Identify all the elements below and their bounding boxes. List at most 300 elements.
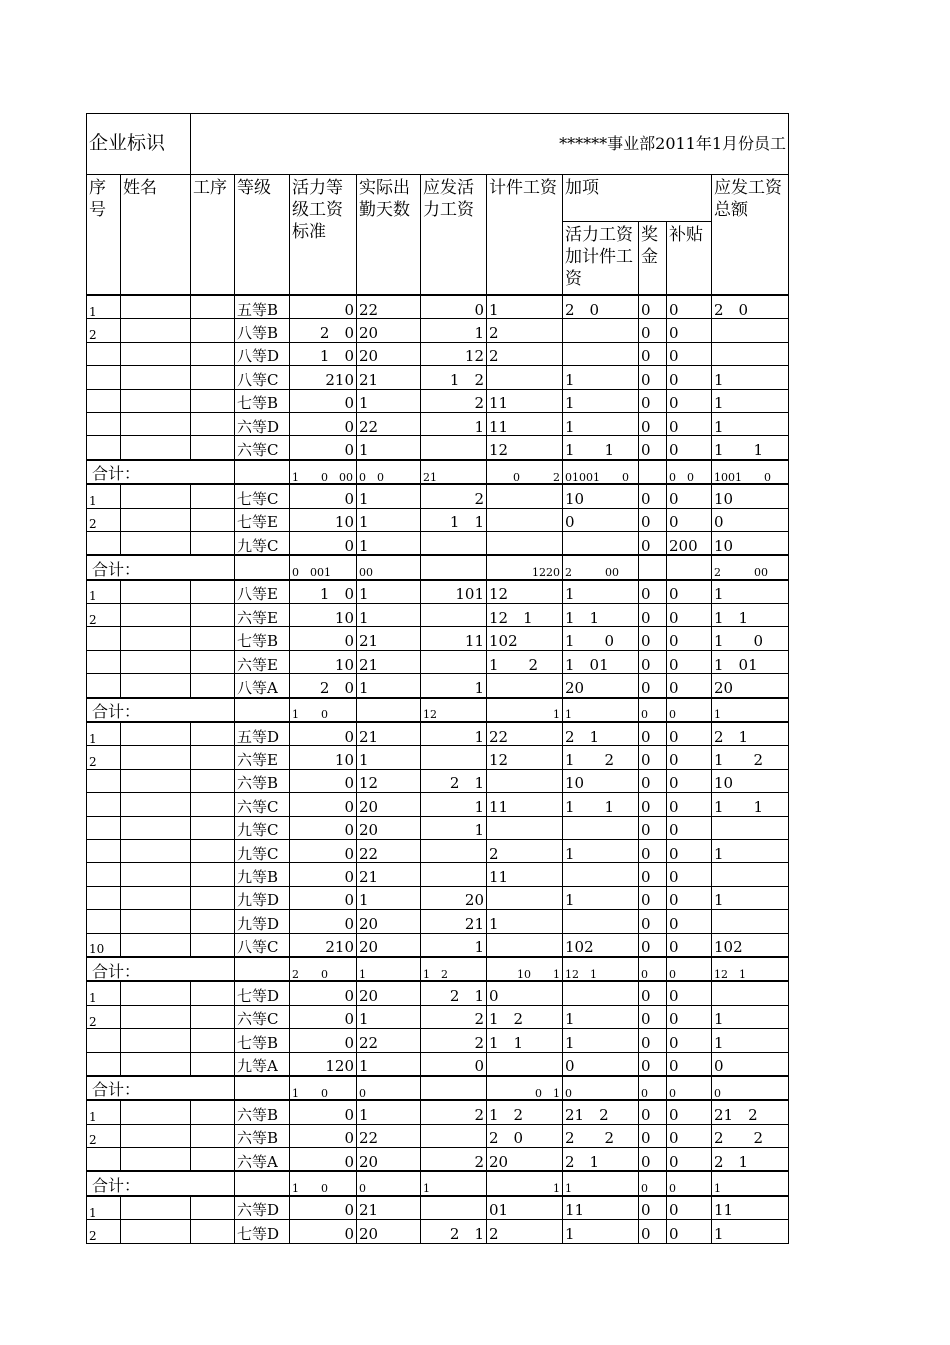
piece-pay-cell: 2: [487, 342, 563, 365]
name-cell: [121, 1100, 191, 1124]
subsidy-cell: 0: [667, 627, 712, 650]
grade-cell: 八等B: [235, 319, 290, 342]
subsidy-cell: 0: [667, 793, 712, 816]
table-row: [87, 580, 789, 604]
seq-cell: 10: [87, 933, 121, 957]
bonus-cell: 0: [639, 604, 667, 627]
name-cell: [121, 1148, 191, 1172]
grade-cell: 六等B: [235, 769, 290, 792]
gross-cell: 1: [712, 389, 789, 412]
seq-cell: [87, 863, 121, 886]
name-cell: [121, 580, 191, 604]
gross-cell: 2 00: [712, 555, 789, 579]
bonus-cell: 0: [639, 484, 667, 508]
grade-cell: 七等B: [235, 627, 290, 650]
process-cell: [191, 508, 235, 531]
name-cell: [121, 319, 191, 342]
days-cell: 0: [357, 1171, 421, 1195]
bonus-cell: 0: [639, 698, 667, 722]
process-cell: [191, 342, 235, 365]
days-cell: 0: [357, 1076, 421, 1100]
name-cell: [121, 389, 191, 412]
grade-cell: 七等D: [235, 1220, 290, 1243]
process-cell: [191, 886, 235, 909]
seq-cell: [87, 1029, 121, 1052]
name-cell: [121, 366, 191, 389]
standard-cell: 0: [290, 627, 357, 650]
process-cell: [191, 604, 235, 627]
piece-pay-cell: 12: [487, 436, 563, 460]
gross-cell: 12 1: [712, 957, 789, 981]
gross-cell: [712, 319, 789, 342]
vitality-pay-cell: 1: [421, 793, 487, 816]
subsidy-cell: 0: [667, 1005, 712, 1028]
piece-pay-cell: [487, 366, 563, 389]
name-cell: [121, 933, 191, 957]
gross-cell: 10: [712, 531, 789, 555]
grade-cell: 六等D: [235, 412, 290, 435]
name-cell: [121, 1124, 191, 1147]
bonus-cell: 0: [639, 722, 667, 746]
days-cell: 21: [357, 627, 421, 650]
gross-cell: 102: [712, 933, 789, 957]
process-cell: [191, 1029, 235, 1052]
bonus-cell: 0: [639, 886, 667, 909]
gross-cell: 1: [712, 1005, 789, 1028]
days-cell: 20: [357, 910, 421, 933]
name-cell: [121, 981, 191, 1005]
table-row: [87, 389, 789, 412]
grade-cell: 六等C: [235, 1005, 290, 1028]
days-cell: 22: [357, 839, 421, 862]
process-cell: [191, 933, 235, 957]
subsidy-cell: 0: [667, 816, 712, 839]
vitality-pay-cell: 2 1: [421, 981, 487, 1005]
gross-cell: 0: [712, 1052, 789, 1076]
subsidy-cell: 0: [667, 342, 712, 365]
subsidy-cell: 0: [667, 508, 712, 531]
bonus-cell: 0: [639, 1148, 667, 1172]
table-row: [87, 839, 789, 862]
gross-cell: 1: [712, 1029, 789, 1052]
gross-cell: [712, 981, 789, 1005]
piece-pay-cell: 1: [487, 910, 563, 933]
grade-cell: 九等D: [235, 886, 290, 909]
subsidy-cell: 0: [667, 1171, 712, 1195]
standard-cell: 120: [290, 1052, 357, 1076]
table-row: [87, 793, 789, 816]
grade-cell: 八等A: [235, 674, 290, 698]
grade-cell: 七等B: [235, 389, 290, 412]
days-cell: 1: [357, 1100, 421, 1124]
days-cell: 1: [357, 1005, 421, 1028]
standard-cell: 0: [290, 412, 357, 435]
gross-cell: 1 1: [712, 436, 789, 460]
plus-cell: 1 0: [563, 627, 639, 650]
plus-cell: [563, 863, 639, 886]
piece-pay-cell: 2: [487, 319, 563, 342]
subsidy-cell: 0: [667, 1076, 712, 1100]
gross-cell: 1: [712, 366, 789, 389]
subsidy-cell: 0: [667, 436, 712, 460]
header-add-group: 加项: [563, 175, 712, 222]
piece-pay-cell: 11: [487, 793, 563, 816]
process-cell: [191, 910, 235, 933]
vitality-pay-cell: 20: [421, 886, 487, 909]
table-row: [87, 1220, 789, 1243]
vitality-pay-cell: [421, 555, 487, 579]
days-cell: 00: [357, 555, 421, 579]
days-cell: 20: [357, 319, 421, 342]
seq-cell: 1: [87, 1196, 121, 1220]
process-cell: [191, 1220, 235, 1243]
plus-cell: 2 2: [563, 1124, 639, 1147]
days-cell: 20: [357, 1148, 421, 1172]
vitality-pay-cell: 1: [421, 1171, 487, 1195]
process-cell: [191, 436, 235, 460]
vitality-pay-cell: 1 2: [421, 366, 487, 389]
name-cell: [121, 910, 191, 933]
bonus-cell: 0: [639, 793, 667, 816]
standard-cell: 2 0: [290, 319, 357, 342]
table-row: [87, 1148, 789, 1172]
vitality-pay-cell: 12: [421, 342, 487, 365]
grade-cell: 五等D: [235, 722, 290, 746]
header-piece-pay: 计件工资: [487, 175, 563, 296]
bonus-cell: 0: [639, 981, 667, 1005]
standard-cell: 0: [290, 886, 357, 909]
piece-pay-cell: [487, 816, 563, 839]
days-cell: 20: [357, 793, 421, 816]
table-row: [87, 1100, 789, 1124]
vitality-pay-cell: 2: [421, 1148, 487, 1172]
bonus-cell: 0: [639, 839, 667, 862]
seq-cell: [87, 412, 121, 435]
standard-cell: 0: [290, 295, 357, 319]
grade-cell: [235, 460, 290, 484]
subtotal-label: 合计：: [87, 957, 235, 981]
grade-cell: 六等C: [235, 436, 290, 460]
gross-cell: 10: [712, 484, 789, 508]
standard-cell: 0: [290, 839, 357, 862]
name-cell: [121, 627, 191, 650]
piece-pay-cell: 20: [487, 1148, 563, 1172]
days-cell: 1: [357, 436, 421, 460]
bonus-cell: 0: [639, 674, 667, 698]
seq-cell: 2: [87, 508, 121, 531]
piece-pay-cell: 10 1: [487, 957, 563, 981]
seq-cell: [87, 531, 121, 555]
standard-cell: 1 0 00: [290, 460, 357, 484]
vitality-pay-cell: 2 1: [421, 769, 487, 792]
gross-cell: 0: [712, 508, 789, 531]
seq-cell: [87, 1148, 121, 1172]
table-row: [87, 863, 789, 886]
vitality-pay-cell: 101: [421, 580, 487, 604]
grade-cell: 八等D: [235, 342, 290, 365]
piece-pay-cell: 12 1: [487, 604, 563, 627]
process-cell: [191, 484, 235, 508]
standard-cell: 0 001: [290, 555, 357, 579]
piece-pay-cell: [487, 484, 563, 508]
seq-cell: 2: [87, 1124, 121, 1147]
vitality-pay-cell: [421, 863, 487, 886]
vitality-pay-cell: 1 2: [421, 957, 487, 981]
process-cell: [191, 1052, 235, 1076]
standard-cell: 0: [290, 981, 357, 1005]
subsidy-cell: 0: [667, 863, 712, 886]
gross-cell: 1 2: [712, 746, 789, 769]
standard-cell: 210: [290, 933, 357, 957]
bonus-cell: 0: [639, 531, 667, 555]
subsidy-cell: 0: [667, 604, 712, 627]
table-row: [87, 650, 789, 673]
table-row: [87, 319, 789, 342]
vitality-pay-cell: [421, 839, 487, 862]
table-row: [87, 1124, 789, 1147]
bonus-cell: 0: [639, 769, 667, 792]
gross-cell: 1 0: [712, 627, 789, 650]
plus-cell: 12 1: [563, 957, 639, 981]
process-cell: [191, 531, 235, 555]
gross-cell: 1: [712, 886, 789, 909]
seq-cell: [87, 627, 121, 650]
grade-cell: 六等B: [235, 1100, 290, 1124]
gross-cell: 2 0: [712, 295, 789, 319]
seq-cell: [87, 839, 121, 862]
grade-cell: 九等D: [235, 910, 290, 933]
standard-cell: 1 0: [290, 698, 357, 722]
subsidy-cell: 0: [667, 981, 712, 1005]
piece-pay-cell: [487, 769, 563, 792]
plus-cell: 01001 0: [563, 460, 639, 484]
seq-cell: 2: [87, 1005, 121, 1028]
plus-cell: 1: [563, 580, 639, 604]
bonus-cell: 0: [639, 627, 667, 650]
grade-cell: 六等A: [235, 1148, 290, 1172]
seq-cell: [87, 674, 121, 698]
days-cell: 21: [357, 722, 421, 746]
table-row: [87, 436, 789, 460]
standard-cell: 1 0: [290, 580, 357, 604]
standard-cell: 210: [290, 366, 357, 389]
grade-cell: 六等E: [235, 650, 290, 673]
header-process: 工序: [191, 175, 235, 296]
plus-cell: 2 1: [563, 722, 639, 746]
plus-cell: [563, 981, 639, 1005]
process-cell: [191, 1005, 235, 1028]
grade-cell: [235, 1076, 290, 1100]
gross-cell: 20: [712, 674, 789, 698]
grade-cell: 五等B: [235, 295, 290, 319]
days-cell: 22: [357, 412, 421, 435]
process-cell: [191, 1100, 235, 1124]
plus-cell: [563, 910, 639, 933]
vitality-pay-cell: 2: [421, 1005, 487, 1028]
gross-cell: 2 1: [712, 722, 789, 746]
bonus-cell: 0: [639, 1220, 667, 1243]
subsidy-cell: 0: [667, 746, 712, 769]
plus-cell: 1: [563, 839, 639, 862]
title-row: [87, 114, 789, 175]
seq-cell: [87, 436, 121, 460]
process-cell: [191, 580, 235, 604]
subsidy-cell: 200: [667, 531, 712, 555]
grade-cell: [235, 957, 290, 981]
subtotal-row: [87, 698, 789, 722]
subsidy-cell: 0: [667, 295, 712, 319]
days-cell: 1: [357, 389, 421, 412]
process-cell: [191, 769, 235, 792]
plus-cell: 1: [563, 366, 639, 389]
days-cell: 12: [357, 769, 421, 792]
standard-cell: 0: [290, 389, 357, 412]
days-cell: 20: [357, 816, 421, 839]
subsidy-cell: 0: [667, 674, 712, 698]
gross-cell: 2 2: [712, 1124, 789, 1147]
standard-cell: 0: [290, 436, 357, 460]
piece-pay-cell: 22: [487, 722, 563, 746]
grade-cell: 八等E: [235, 580, 290, 604]
grade-cell: 七等B: [235, 1029, 290, 1052]
piece-pay-cell: 1220: [487, 555, 563, 579]
plus-cell: 1 01: [563, 650, 639, 673]
table-row: [87, 604, 789, 627]
piece-pay-cell: 01: [487, 1196, 563, 1220]
standard-cell: 1 0: [290, 342, 357, 365]
subsidy-cell: 0: [667, 1220, 712, 1243]
name-cell: [121, 1220, 191, 1243]
header-vitality-pay: 应发活力工资: [421, 175, 487, 296]
plus-cell: 1 1: [563, 436, 639, 460]
days-cell: 21: [357, 650, 421, 673]
piece-pay-cell: 11: [487, 389, 563, 412]
gross-cell: 11: [712, 1196, 789, 1220]
bonus-cell: 0: [639, 1196, 667, 1220]
vitality-pay-cell: [421, 436, 487, 460]
subsidy-cell: 0: [667, 319, 712, 342]
days-cell: 20: [357, 933, 421, 957]
vitality-pay-cell: [421, 1124, 487, 1147]
days-cell: 20: [357, 981, 421, 1005]
subsidy-cell: 0: [667, 1052, 712, 1076]
process-cell: [191, 319, 235, 342]
plus-cell: 10: [563, 484, 639, 508]
process-cell: [191, 412, 235, 435]
grade-cell: 六等E: [235, 604, 290, 627]
vitality-pay-cell: 2 1: [421, 1220, 487, 1243]
bonus-cell: 0: [639, 650, 667, 673]
days-cell: 22: [357, 1029, 421, 1052]
table-row: [87, 484, 789, 508]
process-cell: [191, 650, 235, 673]
vitality-pay-cell: 21: [421, 460, 487, 484]
process-cell: [191, 295, 235, 319]
piece-pay-cell: [487, 531, 563, 555]
name-cell: [121, 816, 191, 839]
process-cell: [191, 1196, 235, 1220]
subsidy-cell: 0: [667, 1148, 712, 1172]
piece-pay-cell: 1 1: [487, 1029, 563, 1052]
header-gross: 应发工资总额: [712, 175, 789, 296]
grade-cell: [235, 1171, 290, 1195]
days-cell: 1: [357, 531, 421, 555]
standard-cell: 10: [290, 604, 357, 627]
header-row-1: [87, 175, 789, 222]
days-cell: 1: [357, 746, 421, 769]
seq-cell: 2: [87, 746, 121, 769]
subsidy-cell: 0: [667, 366, 712, 389]
vitality-pay-cell: [421, 531, 487, 555]
subsidy-cell: 0: [667, 650, 712, 673]
standard-cell: 2 0: [290, 957, 357, 981]
gross-cell: 1 1: [712, 604, 789, 627]
piece-pay-cell: [487, 1052, 563, 1076]
subsidy-cell: 0: [667, 1124, 712, 1147]
standard-cell: 0: [290, 1196, 357, 1220]
grade-cell: 七等E: [235, 508, 290, 531]
name-cell: [121, 839, 191, 862]
piece-pay-cell: 102: [487, 627, 563, 650]
standard-cell: 0: [290, 1029, 357, 1052]
subsidy-cell: 0: [667, 389, 712, 412]
bonus-cell: 0: [639, 1100, 667, 1124]
piece-pay-cell: [487, 508, 563, 531]
subsidy-cell: 0: [667, 722, 712, 746]
plus-cell: 20: [563, 674, 639, 698]
vitality-pay-cell: [421, 1196, 487, 1220]
name-cell: [121, 793, 191, 816]
bonus-cell: 0: [639, 580, 667, 604]
days-cell: 0 0: [357, 460, 421, 484]
grade-cell: 七等C: [235, 484, 290, 508]
grade-cell: 六等D: [235, 1196, 290, 1220]
plus-cell: 1: [563, 1220, 639, 1243]
days-cell: 21: [357, 366, 421, 389]
bonus-cell: 0: [639, 436, 667, 460]
piece-pay-cell: 0: [487, 981, 563, 1005]
name-cell: [121, 604, 191, 627]
subsidy-cell: 0: [667, 698, 712, 722]
days-cell: 1: [357, 674, 421, 698]
plus-cell: 2 0: [563, 295, 639, 319]
plus-cell: 1: [563, 886, 639, 909]
bonus-cell: 0: [639, 412, 667, 435]
process-cell: [191, 863, 235, 886]
table-row: [87, 1052, 789, 1076]
vitality-pay-cell: [421, 1076, 487, 1100]
name-cell: [121, 769, 191, 792]
standard-cell: 0: [290, 1220, 357, 1243]
plus-cell: [563, 531, 639, 555]
grade-cell: 六等C: [235, 793, 290, 816]
name-cell: [121, 412, 191, 435]
plus-cell: 11: [563, 1196, 639, 1220]
plus-cell: 10: [563, 769, 639, 792]
subsidy-cell: 0: [667, 839, 712, 862]
seq-cell: [87, 769, 121, 792]
gross-cell: 21 2: [712, 1100, 789, 1124]
subsidy-cell: [667, 555, 712, 579]
piece-pay-cell: 1 2: [487, 1100, 563, 1124]
plus-cell: 1: [563, 1029, 639, 1052]
grade-cell: 七等D: [235, 981, 290, 1005]
standard-cell: 0: [290, 1124, 357, 1147]
header-grade: 等级: [235, 175, 290, 296]
name-cell: [121, 1029, 191, 1052]
plus-cell: 0: [563, 1052, 639, 1076]
piece-pay-cell: 11: [487, 863, 563, 886]
